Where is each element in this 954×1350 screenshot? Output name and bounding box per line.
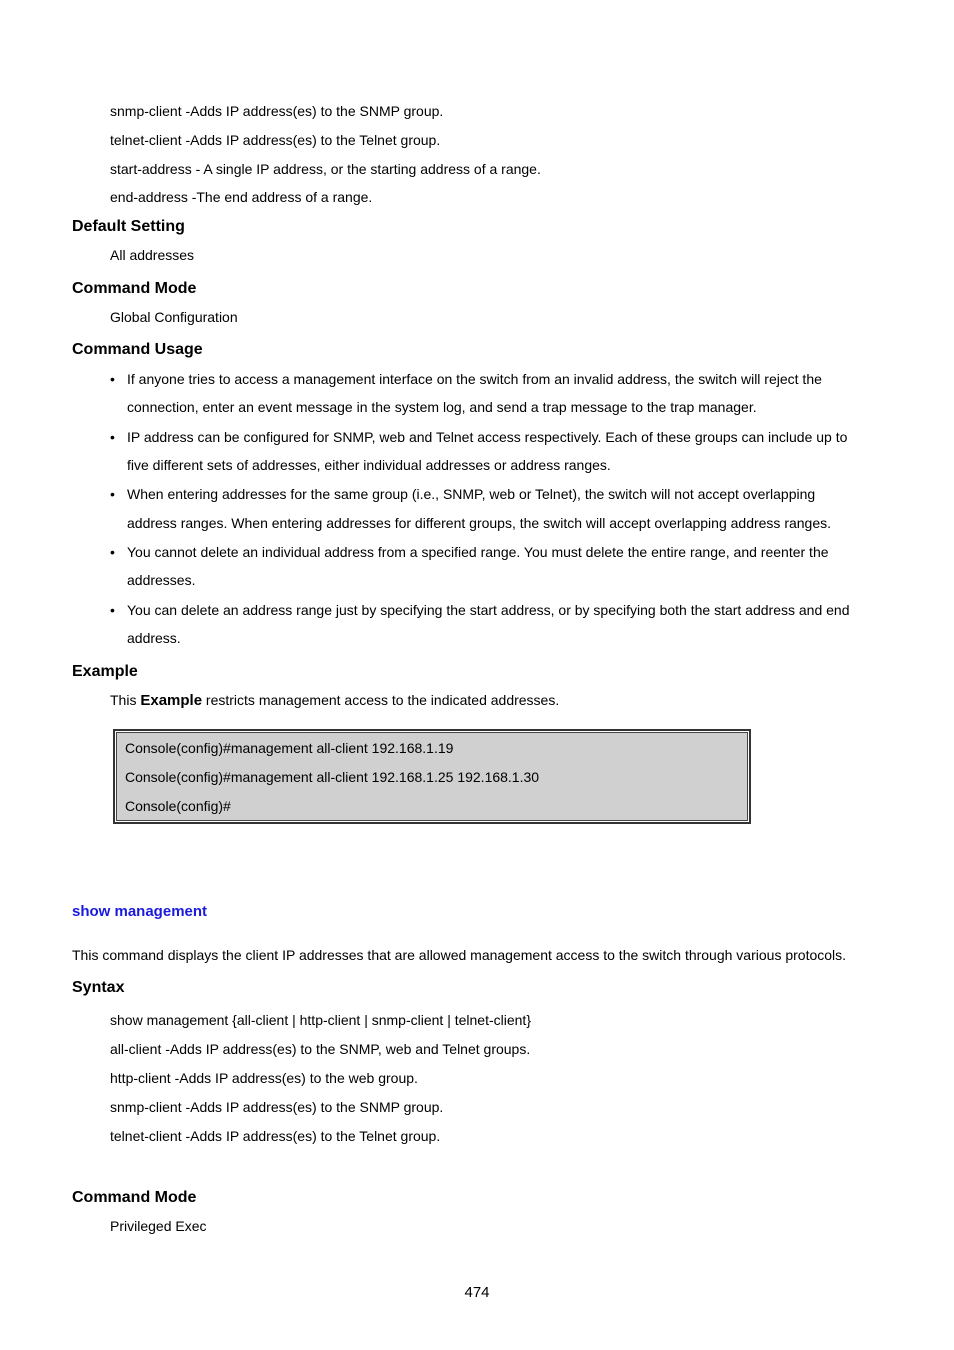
section-heading: Syntax bbox=[72, 979, 125, 996]
section-text: Global Configuration bbox=[110, 309, 238, 325]
syntax-line: http-client -Adds IP address(es) to the web group. bbox=[110, 1070, 418, 1086]
syntax-line: all-client -Adds IP address(es) to the SNMP, web and Telnet groups. bbox=[110, 1041, 531, 1057]
bullet-line: You cannot delete an individual address from a specified range. You must delete the entire range, and reenter the bbox=[127, 544, 829, 560]
bullet-line: When entering addresses for the same group (i.e., SNMP, web or Telnet), the switch will not accept overlapping bbox=[127, 486, 816, 502]
bullet-line: If anyone tries to access a management interface on the switch from an invalid address, the switch will reject the bbox=[127, 371, 822, 387]
bullet-icon: • bbox=[110, 429, 115, 445]
param-line: telnet-client -Adds IP address(es) to the Telnet group. bbox=[110, 132, 441, 148]
bullet-line: IP address can be configured for SNMP, web and Telnet access respectively. Each of these groups can include up to bbox=[127, 429, 848, 445]
bullet-icon: • bbox=[110, 486, 115, 502]
syntax-line: snmp-client -Adds IP address(es) to the SNMP group. bbox=[110, 1099, 444, 1115]
param-line: end-address -The end address of a range. bbox=[110, 189, 373, 205]
section-heading: Command Mode bbox=[72, 1189, 197, 1206]
param-line: start-address - A single IP address, or the starting address of a range. bbox=[110, 161, 541, 177]
console-box bbox=[113, 729, 751, 824]
command-description: This command displays the client IP addresses that are allowed management access to the switch through various protocols. bbox=[72, 947, 847, 963]
example-bold: Example bbox=[140, 692, 203, 709]
command-title: show management bbox=[72, 903, 208, 920]
syntax-line: show management {all-client | http-client | snmp-client | telnet-client} bbox=[110, 1012, 531, 1028]
param-line: snmp-client -Adds IP address(es) to the SNMP group. bbox=[110, 103, 444, 119]
bullet-icon: • bbox=[110, 544, 115, 560]
example-description bbox=[110, 692, 559, 709]
section-text: All addresses bbox=[110, 247, 195, 263]
bullet-line: connection, enter an event message in the system log, and send a trap message to the trap manager. bbox=[127, 399, 757, 415]
bullet-line: address ranges. When entering addresses for different groups, the switch will accept overlapping address ranges. bbox=[127, 515, 832, 531]
section-heading: Command Mode bbox=[72, 280, 197, 297]
bullet-line: You can delete an address range just by specifying the start address, or by specifying both the start address and end bbox=[127, 602, 850, 618]
section-text: Privileged Exec bbox=[110, 1218, 207, 1234]
section-heading: Example bbox=[72, 663, 138, 680]
section-heading: Default Setting bbox=[72, 218, 185, 235]
example-pre: This bbox=[110, 692, 141, 708]
bullet-line: address. bbox=[127, 630, 181, 646]
section-heading: Command Usage bbox=[72, 341, 203, 358]
bullet-icon: • bbox=[110, 602, 115, 618]
page-number: 474 bbox=[464, 1284, 490, 1301]
console-line: Console(config)#management all-client 192.168.1.19 bbox=[125, 740, 454, 756]
syntax-line: telnet-client -Adds IP address(es) to the Telnet group. bbox=[110, 1128, 441, 1144]
bullet-line: addresses. bbox=[127, 572, 196, 588]
console-line: Console(config)#management all-client 192.168.1.25 192.168.1.30 bbox=[125, 769, 540, 785]
bullet-line: five different sets of addresses, either individual addresses or address ranges. bbox=[127, 457, 611, 473]
example-post: restricts management access to the indicated addresses. bbox=[202, 692, 560, 708]
console-line: Console(config)# bbox=[125, 798, 231, 814]
bullet-icon: • bbox=[110, 371, 115, 387]
